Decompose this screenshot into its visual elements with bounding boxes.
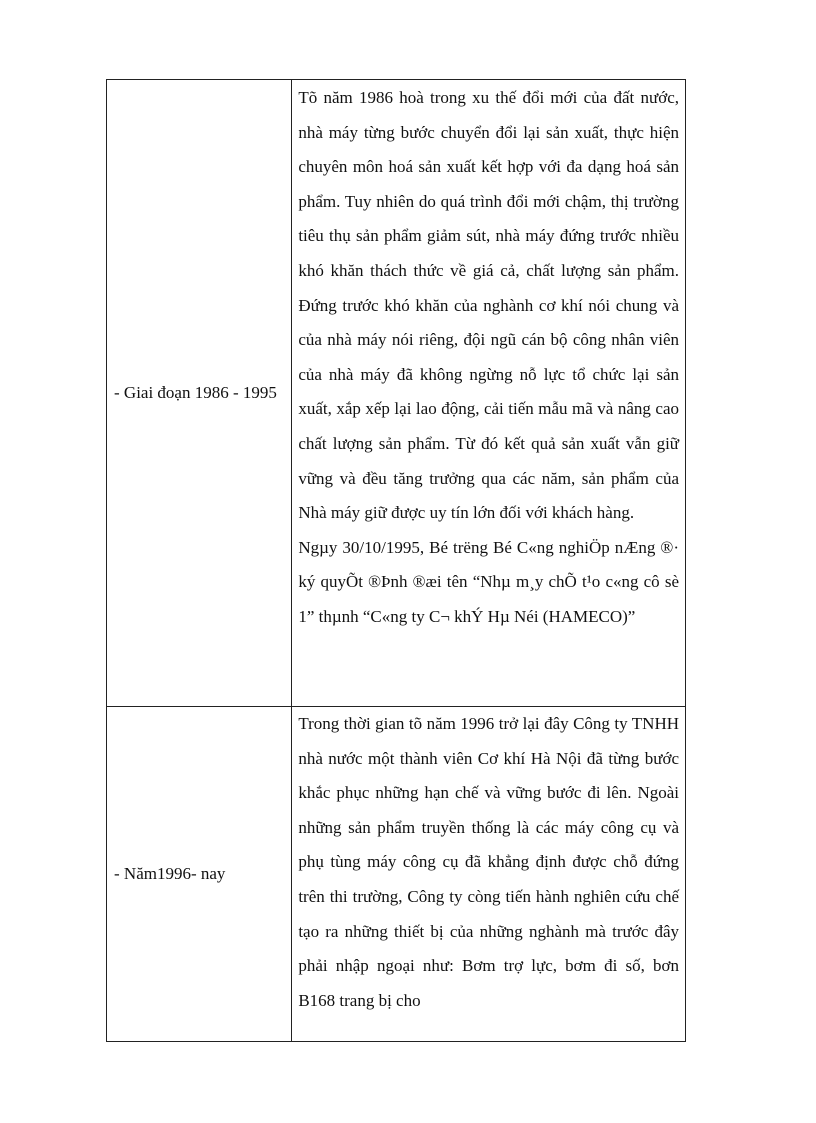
table-row <box>107 80 686 707</box>
period-cell: - Năm1996- nay <box>107 707 292 1042</box>
description-paragraph: Trong thời gian tõ năm 1996 trở lại đây Công ty TNHH nhà nước một thành viên Cơ khí Hà Nội đã từng bước khắc phục những hạn chế và vững bước đi lên. Ngoài những sản phẩm truyền thống là các máy công cụ và phụ tùng máy công cụ đã khẳng định được chỗ đứng trên thi trường, Công ty còng tiến hành nghiên cứu chế tạo ra những thiết bị của những nghành mà trước đây phải nhập ngoại như: Bơm trợ lực, bơm đi số, bơn B168 trang bị cho <box>298 714 679 1010</box>
description-paragraph: Tõ năm 1986 hoà trong xu thế đổi mới của đất nước, nhà máy từng bước chuyển đổi lại sản xuất, thực hiện chuyên môn hoá sản xuất kết hợp với đa dạng hoá sản phẩm. Tuy nhiên do quá trình đổi mới chậm, thị trường tiêu thụ sản phẩm giảm sút, nhà máy đứng trước nhiều khó khăn thách thức về giá cả, chất lượng sản phẩm. Đứng trước khó khăn của nghành cơ khí nói chung và của nhà máy nói riêng, đội ngũ cán bộ công nhân viên của nhà máy đã không ngừng nỗ lực tổ chức lại sản xuất, xắp xếp lại lao động, cải tiến mẫu mã và nâng cao chất lượng sản phẩm. Từ đó kết quả sản xuất vẫn giữ vững và đều tăng trưởng qua các năm, sản phẩm của Nhà máy giữ được uy tín lớn đối với khách hàng. <box>298 88 679 523</box>
table-row <box>107 707 686 1042</box>
description-paragraph: Ngµy 30/10/1995, Bé trëng Bé C«ng nghiÖp nÆng ®· ký quyÕt ®Þnh ®æi tên “Nhµ m¸y chÕ t¹o c«ng cô sè 1” thµnh “C«ng ty C¬ khÝ Hµ Néi (HAMECO)” <box>298 537 679 626</box>
period-cell: - Giai đoạn 1986 - 1995 <box>107 80 292 707</box>
description-cell <box>292 80 686 707</box>
description-cell <box>292 707 686 1042</box>
history-table <box>106 79 686 1042</box>
